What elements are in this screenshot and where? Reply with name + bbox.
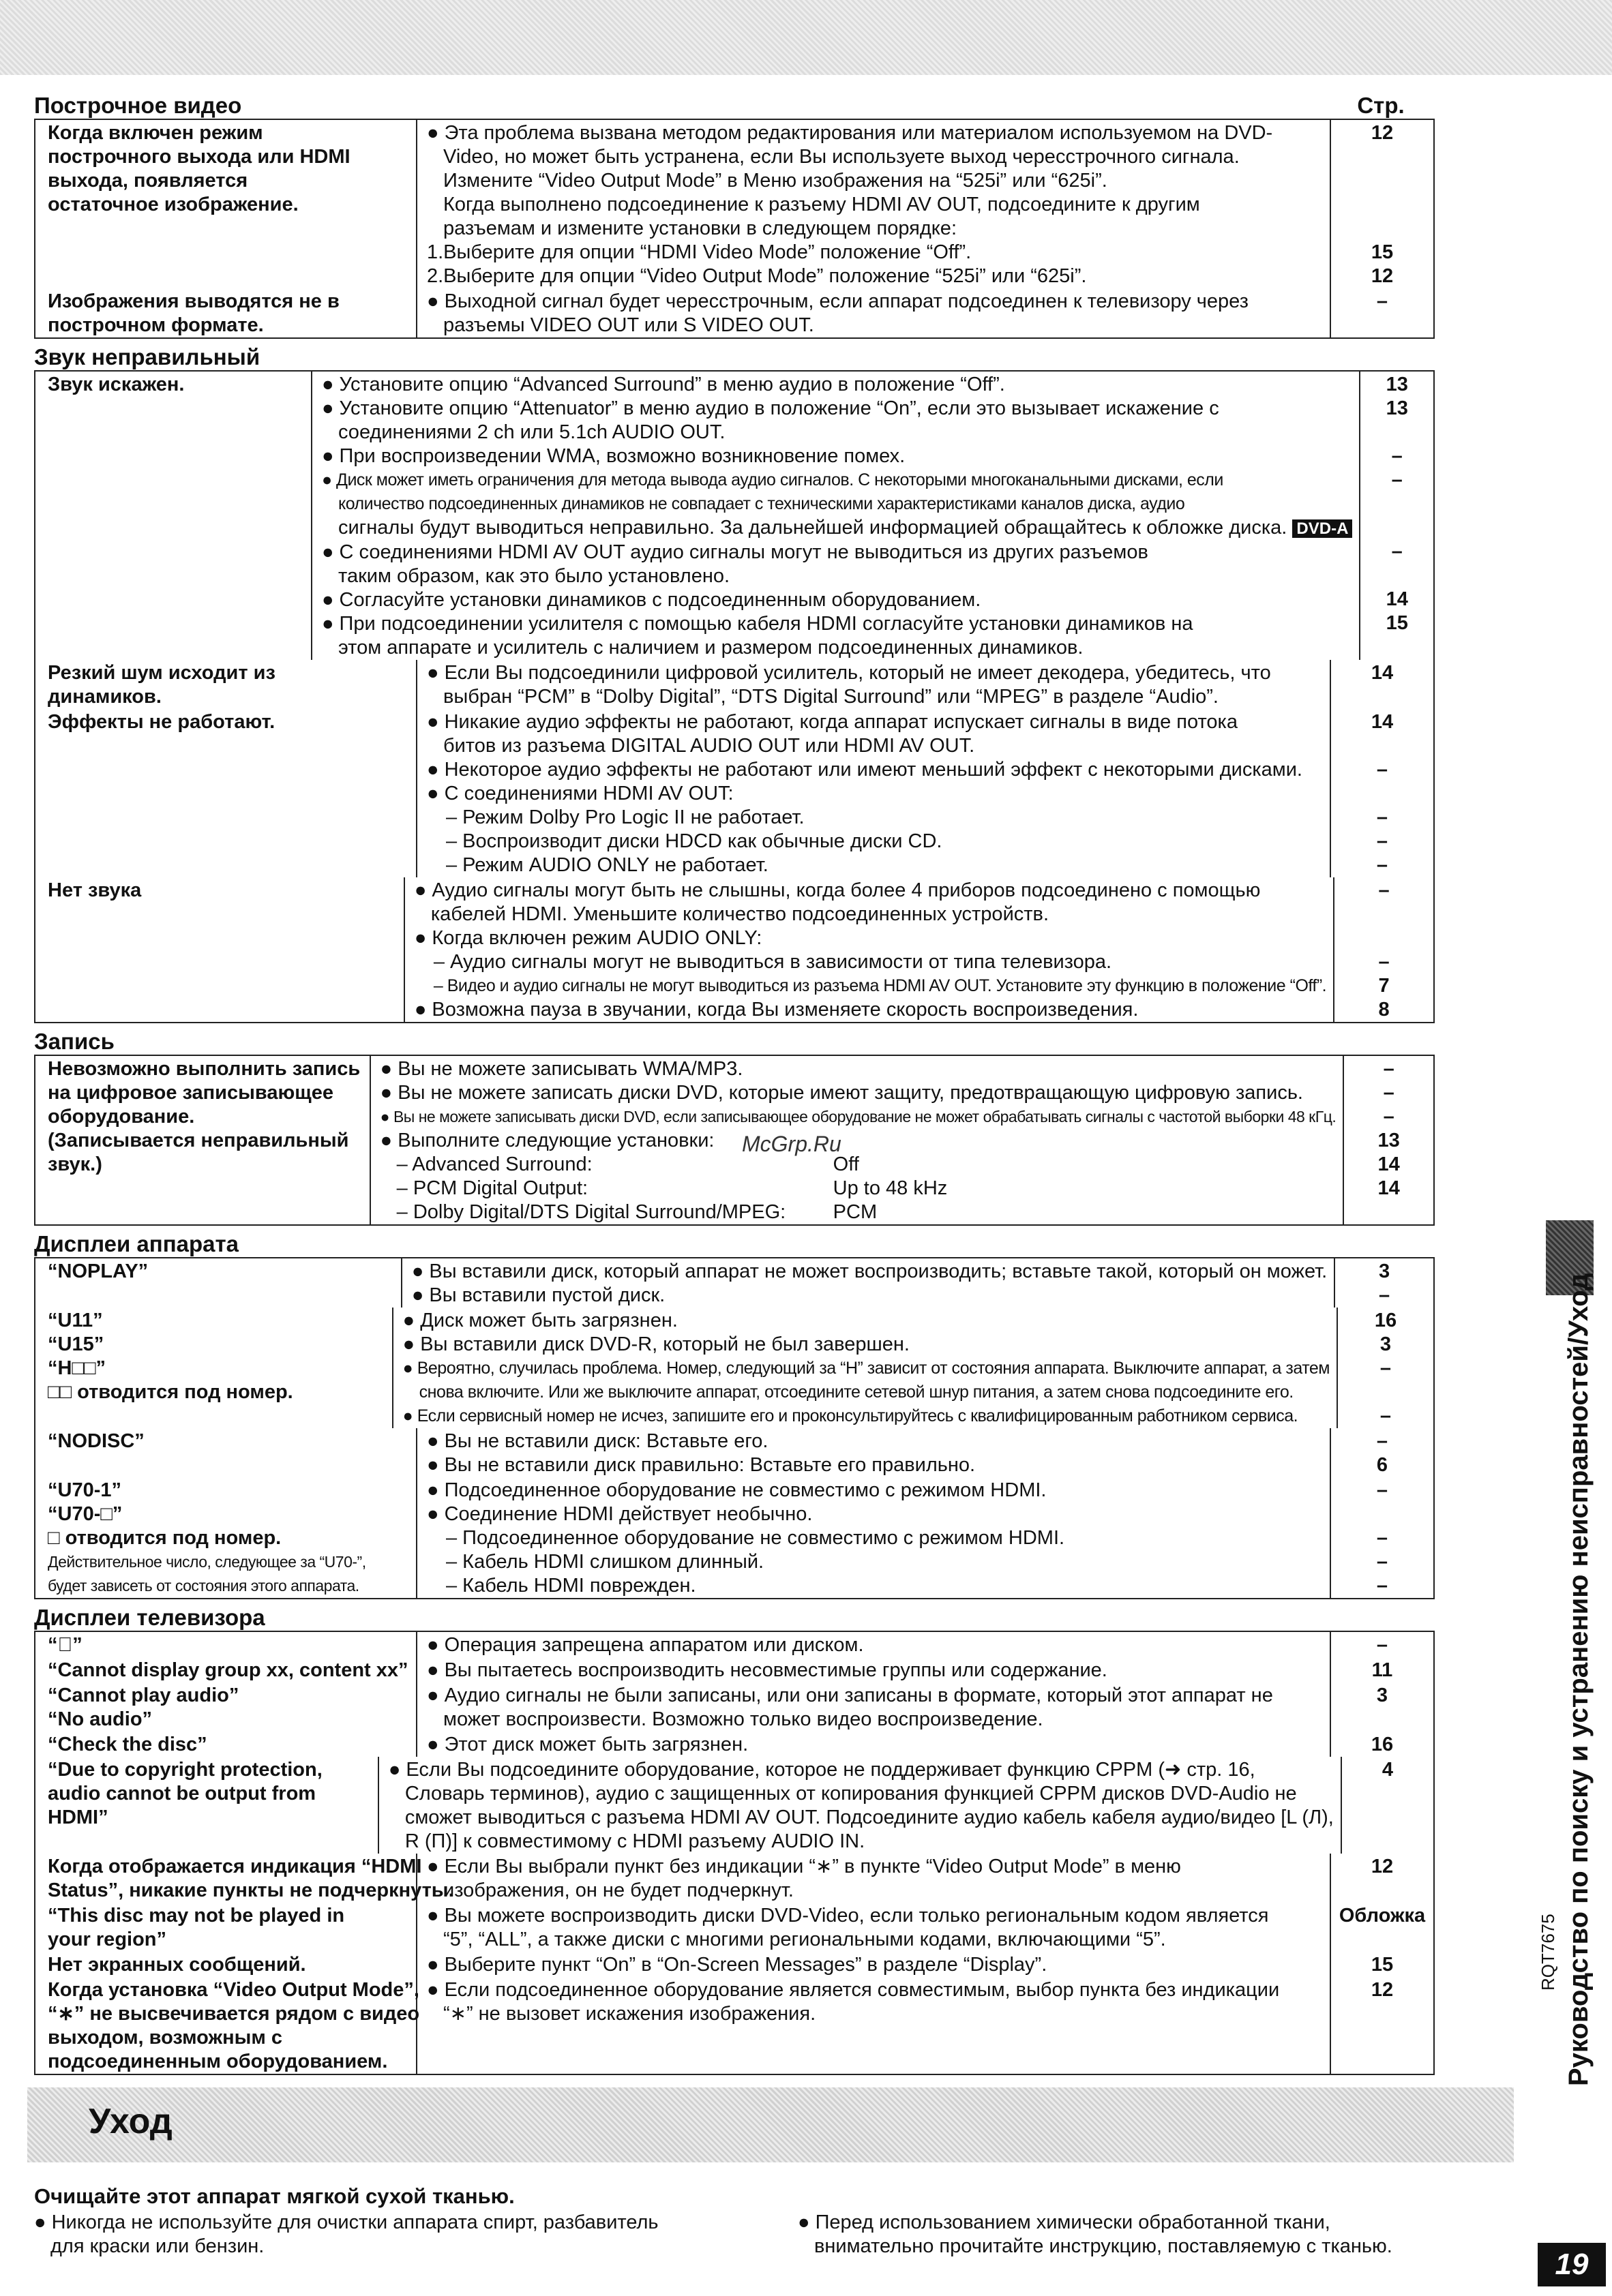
table-row (35, 1977, 1433, 2074)
remedy-cell: ● Установите опцию “Advanced Surround” в меню аудио в положение “Off”. ● Установите опцию “Attenuator” в меню аудио в положение “On”, если это вызывает искажение с соединениями 2 ch или 5.1ch AUDIO OUT. ● При воспроизведении WMA, возможно возникновение помех. ● Диск может иметь ограничения для метода вывода аудио сигналов. С некоторыми многоканальными дисками, если количество подсоединенных динамиков не совпадает с техническими характеристиками каналов диска, аудио сигналы будут выводиться неправильно. За дальнейшей информацией обращайтесь к обложке диска. DVD-A ● С соединениями HDMI AV OUT аудио сигналы могут не выводиться из других разъемов таким образом, как это было установлено. ● Согласуйте установки динамиков с подсоединенным оборудованием. ● При подсоединении усилителя с помощью кабеля HDMI согласуйте установки динамиков на этом аппарате и усилитель с наличием и размером подсоединенных динамиков. (312, 372, 1360, 660)
symptom-cell: Когда установка “Video Output Mode”, “∗” не высвечивается рядом с видео выходом, возможным с подсоединенным оборудованием. (35, 1977, 417, 2074)
section-header (34, 1599, 1432, 1631)
page-ref-cell: – – – 13 14 14 (1377, 1058, 1400, 1199)
symptom-cell: Невозможно выполнить запись на цифровое записывающее оборудование. (Записывается неправильный звук.) (35, 1056, 371, 1224)
troubleshooting-page (34, 87, 1432, 2075)
symptom-cell: Нет экранных сообщений. (35, 1952, 417, 1977)
symptom-cell: Нет звука (35, 877, 405, 1022)
symptom-cell: Эффекты не работают. (35, 709, 417, 877)
top-texture-band (0, 0, 1612, 75)
section-header (34, 1226, 1432, 1257)
page-ref-cell: 12 (1371, 1979, 1394, 2001)
setting-row: – Dolby Digital/DTS Digital Surround/MPEG: PCM (396, 1201, 878, 1223)
remedy-cell: ● Вы можете воспроизводить диски DVD-Video, если только региональным кодом является “5”, “ALL”, а также диски с многими региональными кодами, включающими “5”. (417, 1903, 1331, 1952)
section-title: Звук неправильный (34, 344, 260, 369)
page-ref-cell: 4 (1382, 1759, 1393, 1781)
remedy-cell: ● Выходной сигнал будет чересстрочным, если аппарат подсоединен к телевизору через разъемы VIDEO OUT или S VIDEO OUT. (417, 288, 1331, 337)
table-row (35, 877, 1433, 1022)
tv-display-table (34, 1631, 1435, 2075)
page-ref-cell: 11 (1371, 1659, 1393, 1681)
remedy-cell: ● Если Вы выбрали пункт без индикации “∗” в пункте “Video Output Mode” в меню изображения, он не будет подчеркнут. (417, 1854, 1331, 1903)
section-header (34, 87, 1432, 119)
care-subtitle: Очищайте этот аппарат мягкой сухой тканью. (34, 2184, 515, 2208)
symptom-cell: “⃠” (35, 1632, 417, 1657)
table-row (35, 709, 1433, 877)
model-code: RQT7675 (1538, 1914, 1558, 1991)
page-ref-cell: Обложка (1339, 1905, 1426, 1927)
symptom-cell: Когда включен режим построчного выхода или HDMI выхода, появляется остаточное изображение. (35, 120, 417, 288)
table-row (35, 288, 1433, 337)
remedy-cell: ● Аудио сигналы не были записаны, или они записаны в формате, который этот аппарат не может воспроизвести. Возможно только видео воспроизведение. (417, 1682, 1331, 1732)
symptom-cell: “NODISC” (35, 1428, 417, 1477)
remedy-cell: ● Если Вы подсоединили цифровой усилитель, который не имеет декодера, убедитесь, что выбран “PCM” в “Dolby Digital”, “DTS Digital Surround” или “MPEG” в разделе “Audio”. (417, 660, 1331, 709)
table-row (35, 1308, 1433, 1428)
symptom-cell: “U70-1” “U70-□” □ отводится под номер. Действительное число, следующее за “U70-”, будет зависеть от состояния этого аппарата. (35, 1477, 417, 1598)
table-row (35, 1757, 1433, 1854)
table-row (35, 1056, 1433, 1224)
remedy-cell: ● Выберите пункт “On” в “On-Screen Messages” в разделе “Display”. (417, 1952, 1331, 1977)
table-row (35, 1732, 1433, 1757)
page-ref-cell: 14 (1371, 662, 1394, 684)
page-number: 19 (1538, 2243, 1606, 2286)
remedy-cell: ● Вы не можете записывать WMA/MP3. ● Вы не можете записать диски DVD, которые имеют защиту, предотвращающую цифровую запись. ● Вы не можете записывать диски DVD, если записывающее оборудование не может обрабатывать сигналы с частотой выборки 48 кГц. ● Выполните следующие установки: – Advanced Surround: Off – PCM Digital Output: Up to 48 kHz – Dolby Digital/DTS Digital Surround/MPEG: PCM (371, 1056, 1345, 1224)
section-title: Запись (34, 1029, 115, 1054)
table-row (35, 120, 1433, 288)
table-row (35, 1632, 1433, 1657)
symptom-cell: Звук искажен. (35, 372, 312, 660)
section-title: Дисплеи аппарата (34, 1231, 239, 1256)
page-ref-cell: – (1376, 290, 1388, 312)
table-row (35, 1477, 1433, 1598)
watermark: McGrp.Ru (742, 1132, 841, 1156)
setting-row: – Advanced Surround: Off (396, 1153, 859, 1175)
page-ref-cell: 3 (1376, 1685, 1388, 1706)
symptom-cell: “This disc may not be played in your region” (35, 1903, 417, 1952)
section-header (34, 339, 1432, 370)
page-ref-cell: – 6 (1376, 1430, 1388, 1476)
care-title: Уход (89, 2102, 173, 2141)
sidebar-tab (1538, 1220, 1599, 2291)
page-ref-cell: 16 (1371, 1734, 1394, 1755)
symptom-cell: Изображения выводятся не в построчном формате. (35, 288, 417, 337)
remedy-cell: ● Эта проблема вызвана методом редактирования или материалом используемом на DVD- Video, но может быть устранена, если Вы используете выход чересстрочного сигнала. Измените “Video Output Mode” в Меню изображения на “525i” или “625i”. Когда выполнено подсоединение к разъему HDMI AV OUT, подсоедините к другим разъемам и измените установки в следующем порядке: 1.Выберите для опции “HDMI Video Mode” положение “Off”. 2.Выберите для опции “Video Output Mode” положение “525i” или “625i”. (417, 120, 1331, 288)
symptom-cell: “Cannot play audio” “No audio” (35, 1682, 417, 1732)
remedy-cell: ● Вы не вставили диск: Вставьте его. ● Вы не вставили диск правильно: Вставьте его правильно. (417, 1428, 1331, 1477)
page-ref-cell: 13 13 – – – 14 15 (1386, 374, 1408, 634)
table-row (35, 1682, 1433, 1732)
page-ref-cell: – (1376, 1634, 1388, 1656)
table-row (35, 1428, 1433, 1477)
table-row (35, 372, 1433, 660)
table-row (35, 1903, 1433, 1952)
symptom-cell: “Due to copyright protection, audio cannot be output from HDMI” (35, 1757, 379, 1854)
section-title: Построчное видео (34, 93, 242, 118)
unit-display-table (34, 1257, 1435, 1599)
page-ref-cell: – – – – (1376, 1479, 1388, 1597)
sound-table (34, 370, 1435, 1023)
remedy-cell: ● Если подсоединенное оборудование является совместимым, выбор пункта без индикации “∗” не вызовет искажения изображения. (417, 1977, 1331, 2074)
section-header (34, 1023, 1432, 1055)
page-ref-cell: 3 – (1379, 1260, 1390, 1306)
symptom-cell: “Check the disc” (35, 1732, 417, 1757)
remedy-cell: ● Вы пытаетесь воспроизводить несовместимые группы или содержание. (417, 1657, 1331, 1682)
table-row (35, 1657, 1433, 1682)
dvd-a-badge: DVD-A (1292, 519, 1352, 538)
remedy-cell: ● Аудио сигналы могут быть не слышны, когда более 4 приборов подсоединено с помощью кабелей HDMI. Уменьшите количество подсоединенных устройств. ● Когда включен режим AUDIO ONLY: – Аудио сигналы могут не выводиться в зависимости от типа телевизора. – Видео и аудио сигналы не могут выводиться из разъема HDMI AV OUT. Установите эту функцию в положение “Off”. ● Возможна пауза в звучании, когда Вы изменяете скорость воспроизведения. (405, 877, 1334, 1022)
remedy-cell: ● Если Вы подсоедините оборудование, которое не поддерживает функцию CPPM (➜ стр. 16, Словарь терминов), аудио с защищенных от копирования функцией CPPM дисков DVD-Audio не сможет выводиться с разъема HDMI AV OUT. Подсоедините аудио кабель кабеля аудио/видео [L (Л), R (П)] к совместимому с HDMI разъему AUDIO IN. (379, 1757, 1342, 1854)
page-ref-cell: 14 – – – – (1371, 711, 1394, 876)
symptom-cell: Резкий шум исходит из динамиков. (35, 660, 417, 709)
remedy-cell: ● Диск может быть загрязнен. ● Вы вставили диск DVD-R, который не был завершен. ● Вероятно, случилась проблема. Номер, следующий за “H” зависит от состояния аппарата. Выключите аппарат, а затем снова включите. Или же выключите аппарат, отсоедините сетевой шнур питания, а затем снова подсоедините его. ● Если сервисный номер не исчез, запишите его и проконсультируйтесь с квалифицированным работником сервиса. (393, 1308, 1338, 1428)
table-row (35, 1258, 1433, 1308)
remedy-cell: ● Операция запрещена аппаратом или диском. (417, 1632, 1331, 1657)
remedy-cell: ● Вы вставили диск, который аппарат не может воспроизводить; вставьте такой, который он может. ● Вы вставили пустой диск. (402, 1258, 1335, 1308)
care-note-left: ● Никогда не используйте для очистки аппарата спирт, разбавитель для краски или бензин. (34, 2211, 659, 2257)
page-ref-cell: 15 (1371, 1954, 1394, 1976)
sidebar-title: Руководство по поиску и устранению неисправностей/Уход (1564, 1273, 1594, 2086)
recording-table (34, 1055, 1435, 1226)
progressive-table (34, 119, 1435, 339)
page-column-label: Стр. (1357, 93, 1405, 118)
symptom-cell: Когда отображается индикация “HDMI Status”, никакие пункты не подчеркнуты. (35, 1854, 417, 1903)
care-note-right: ● Перед использованием химически обработанной ткани, внимательно прочитайте инструкцию, поставляемую с тканью. (798, 2211, 1392, 2257)
remedy-cell: ● Подсоединенное оборудование не совместимо с режимом HDMI. ● Соединение HDMI действует необычно. – Подсоединенное оборудование не совместимо с режимом HDMI. – Кабель HDMI слишком длинный. – Кабель HDMI поврежден. (417, 1477, 1331, 1598)
symptom-cell: “Cannot display group xx, content xx” (35, 1657, 417, 1682)
section-title: Дисплеи телевизора (34, 1605, 265, 1630)
page-ref-cell: – – 7 8 (1378, 879, 1390, 1021)
table-row (35, 660, 1433, 709)
table-row (35, 1952, 1433, 1977)
care-band (27, 2087, 1514, 2162)
setting-row: – PCM Digital Output: Up to 48 kHz (396, 1177, 948, 1199)
symptom-cell: “NOPLAY” (35, 1258, 402, 1308)
table-row (35, 1854, 1433, 1903)
page-ref-cell: 12 15 12 (1371, 122, 1394, 287)
symptom-cell: “U11” “U15” “H□□” □□ отводится под номер. (35, 1308, 393, 1428)
page-ref-cell: 12 (1371, 1856, 1394, 1877)
remedy-cell: ● Никакие аудио эффекты не работают, когда аппарат испускает сигналы в виде потока битов из разъема DIGITAL AUDIO OUT или HDMI AV OUT. ● Некоторое аудио эффекты не работают или имеют меньший эффект с некоторыми дисками. ● С соединениями HDMI AV OUT: – Режим Dolby Pro Logic II не работает. – Воспроизводит диски HDCD как обычные диски CD. – Режим AUDIO ONLY не работает. (417, 709, 1331, 877)
remedy-cell: ● Этот диск может быть загрязнен. (417, 1732, 1331, 1757)
page-ref-cell: 16 3 – – (1374, 1310, 1397, 1427)
